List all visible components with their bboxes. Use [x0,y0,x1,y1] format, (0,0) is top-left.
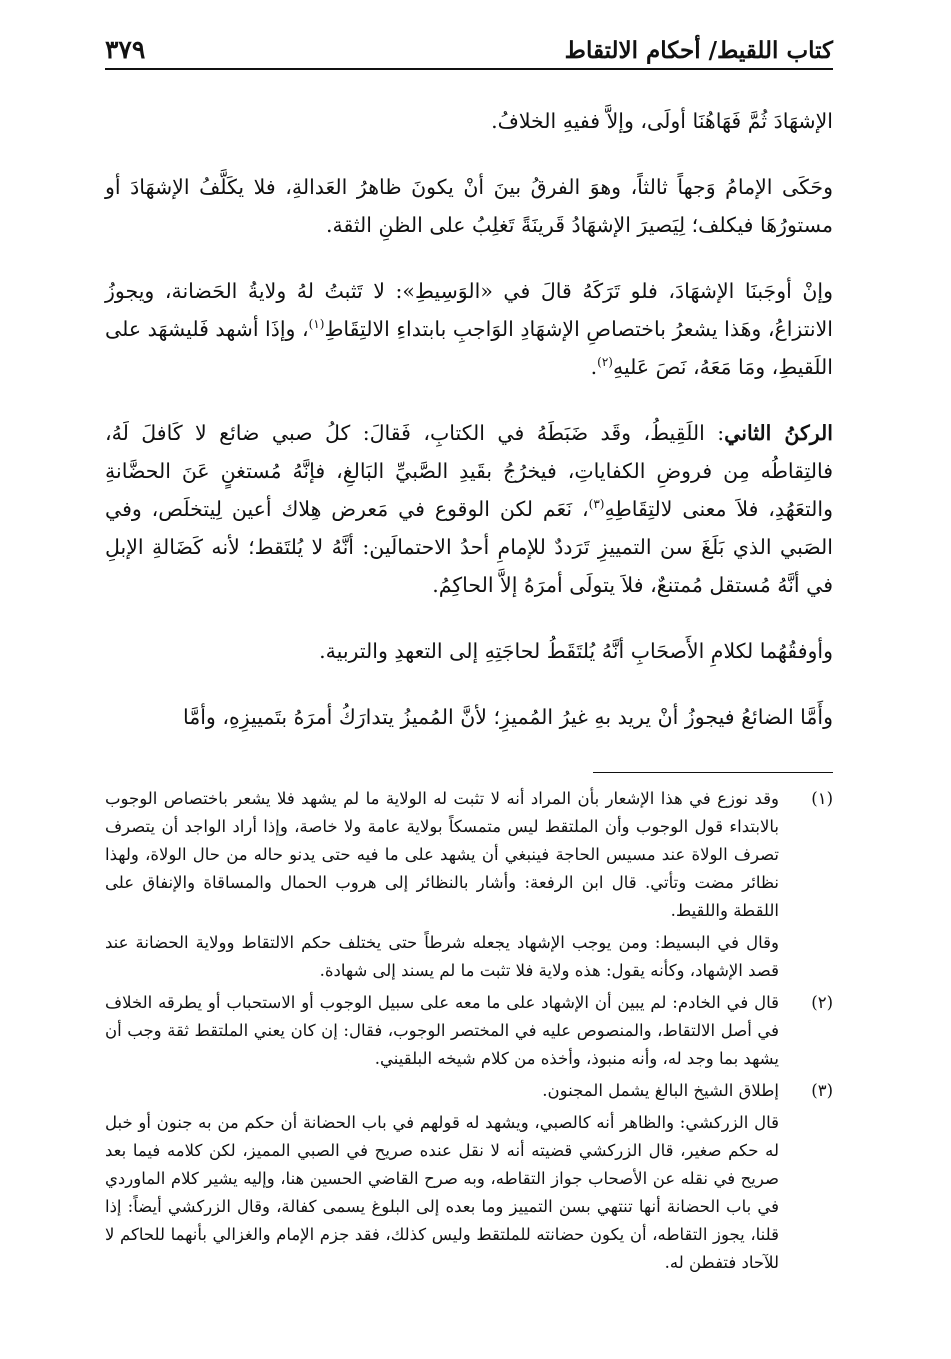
footnote-paragraph: قال الزركشي: والظاهر أنه كالصبي، ويشهد له قولهم في باب الحضانة أن حكم من به جنون أو خبل له حكم صغير، قال الزركشي قضيته أنه لا نقل عنده صريح في الصبي المميز، لكن كلامه فيما بعد صريح في نقله عن الأصحاب جواز التقاطه، وبه صرح القاضي الحسين هنا، وإليه يشير كلام الماوردي في باب الحضانة أنها تنتهي بسن التمييز وما بعده إلى البلوغ يسمى كفالة، وقال الزركشي أيضاً: إذا قلنا، يجوز التقاطه، أن يكون حضانته للملتقط وليس كذلك، فقد جزم الإمام والغزالي بأنهما للحاكم لا للآحاد فتفطن له. [105,1113,779,1272]
page-number: ٣٧٩ [105,35,146,64]
footnote-paragraph: قال في الخادم: لم يبين أن الإشهاد على ما معه على سبيل الوجوب أو الاستحباب أو يطرقه الخلاف في أصل الالتقاط، والمنصوص عليه في المختصر الوجوب، فقال: إن كان يعني الملتقط ثقة وجب أن يشهد بما وجد له، وأنه منبوذ، وأخذه من كلام شيخه البلقيني. [105,993,779,1068]
paragraph-3 [105,272,833,386]
footnote-paragraph: وقد نوزع في هذا الإشعار بأن المراد أنه لا تثبت له الولاية ما لم يشهد فلا يشعر باختصاص الوجوب بالابتداء قول الوجوب وأن الملتقط ليس متمسكاً بولاية عامة ولا خاصة، وإذا أراد الواجد أن يتصرف تصرف الولاة عند مسيس الحاجة فينبغي أن يشهد على ما فيه حتى يدنو حاله من حال الولاة، ولهذا نظائر مضت وتأتي. قال ابن الرفعة: وأشار بالنظائر إلى هروب الحمال والمساقاة والإنفاق على اللقطة واللقيط. [105,789,779,920]
footnote-number: (٣) [811,1081,833,1100]
paragraph-3-text-b: ، وإذَا أشهد فَليشهَد على اللَقيطِ، ومَا مَعَهُ، نَصَ عَليهِ [105,317,833,379]
paragraph-6: وأَمَّا الضائعُ فيجوزُ أنْ يريد بهِ غيرُ المُميزِ؛ لأنَّ المُميزُ يتدارَكُ أمرَهُ بتَمييزِهِ، وأمَّا [183,705,833,729]
footnote-number: (٢) [811,993,833,1012]
footnote-1 [105,785,833,985]
paragraph-4-text-a: : اللَقِيطُ، وقَد ضَبَطَهُ في الكتابِ، فَقالَ: كلُ صبي ضائع لا كَافلَ لَهُ، فالتِقاطُه مِن فروضِ الكفاياتِ، فيخرُجُ بقَيدِ الصَّبيِّ البَالغِ، فإنَّهُ مُستغنٍ عَنَ الحضَّانةِ والتعَهُدِ، فلاَ معنى لالتِقَاطِهِ [105,421,834,521]
footnote-text [105,1077,779,1277]
footnote-ref-3: (٣) [588,497,605,512]
footnote-text [105,989,779,1073]
footnotes [105,785,833,1277]
paragraph-4 [105,414,833,604]
footnote-paragraph: إطلاق الشيخ البالغ يشمل المجنون. [542,1081,779,1100]
footnote-separator [593,772,833,773]
paragraph-5: وأوفقُهُما لكلامِ الأَصحَابِ أنَّهُ يُلتَقَطُ لحاجَتِهِ إلى التعهدِ والتربية. [319,639,833,663]
paragraph-3-text-a: وإنْ أوجَبنَا الإشهَادَ، فلو تَرَكَهُ قالَ في «الوَسِيطِ»: لا تَثبتُ لهُ ولايةُ الحَضانة، ويجوزُ الانتزاعُ، وهَذا يشعرُ باختصاصِ الإشهَادِ الوَاجبِ بابتداءِ الالتِقَاطِ [105,279,833,341]
footnote-number: (١) [811,789,833,808]
footnote-text [105,785,779,985]
main-text [105,102,833,736]
footnote-ref-2: (٢) [597,355,613,370]
paragraph-2: وحَكَى الإمامُ وَجهاً ثالثاً، وهوَ الفرقُ بينَ أنْ يكونَ ظاهرُ العَدالةِ، فلا يكَلَّفُ الإشهَادَ أو مستورُهَا فيكلف؛ لِيَصيرَ الإشهَادُ قَرينَةً تَغلِبُ على الظنِ الثقة. [105,175,833,237]
chapter-title: كتاب اللقيط/ أحكام الالتقاط [564,37,833,64]
footnote-paragraph: وقال في البسيط: ومن يوجب الإشهاد يجعله شرطاً حتى يختلف حكم الالتقاط وولاية الحضانة عند قصد الإشهاد، وكأنه يقول: هذه ولاية فلا تثبت ما لم يسند إلى شهادة. [105,933,779,980]
paragraph-1: الإشهَادَ ثُمَّ فَهَاهُنَا أولَى، وإلاَّ ففيهِ الخلافُ. [491,109,833,133]
running-header [105,28,833,70]
paragraph-4-text-b: ، نَعَم لكن الوقوع في مَعرض هِلاك أعين لِيتخلَص، وفي الصَبي الذي بَلَغَ سن التمييزِ تَرَددٌ للإمامِ أحدُ الاحتمالَين: أنَّهُ لا يُلتَقط؛ لأنه كَضَالةِ الإبلِ في أنَّهُ مُستقل مُمتنعٌ، فلاَ يتولَى أمرَهُ إلاَّ الحاكِمُ. [105,497,833,597]
section-heading: الركنُ الثاني [724,421,833,445]
footnote-ref-1: (١) [308,317,325,332]
footnote-3 [105,1077,833,1277]
footnote-2 [105,989,833,1073]
paragraph-3-text-c: . [590,355,598,379]
